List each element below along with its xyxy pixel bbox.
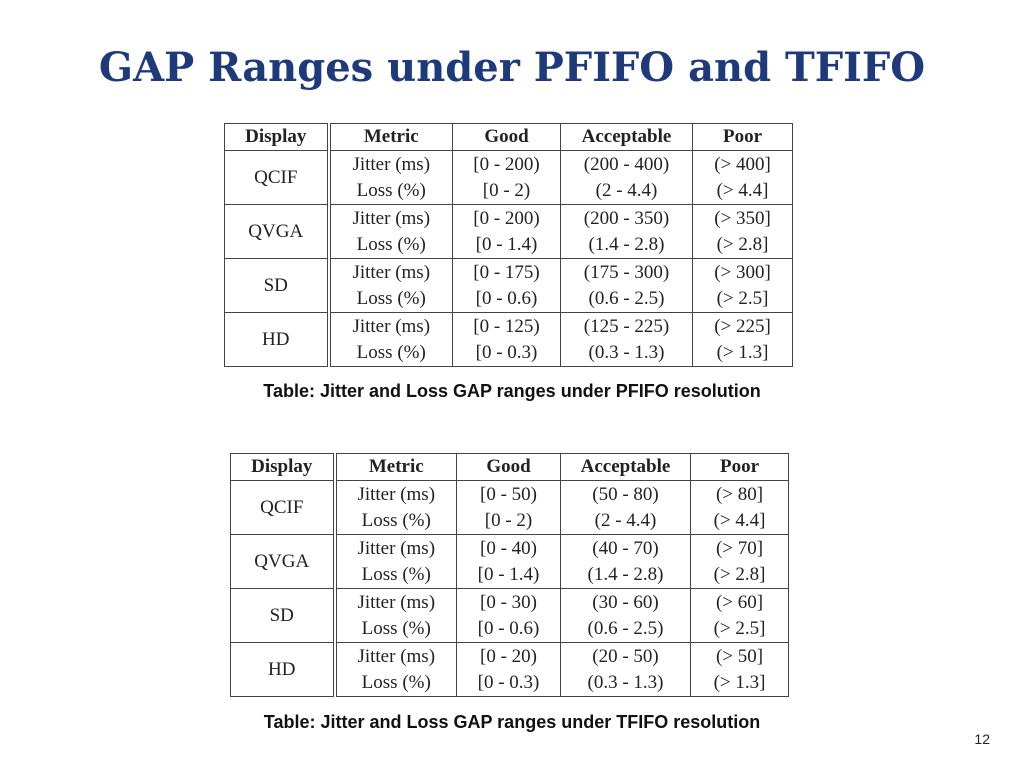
display-header: Display: [225, 124, 329, 151]
loss-value: (0.3 - 1.3): [587, 671, 664, 693]
good-cell: [453, 313, 561, 367]
acceptable-cell: [561, 313, 693, 367]
loss-value: (> 2.8]: [716, 233, 769, 255]
slide-title: GAP Ranges under PFIFO and TFIFO: [98, 44, 926, 91]
jitter-value: (> 300]: [714, 261, 771, 283]
poor-header: Poor: [691, 454, 789, 481]
acceptable-cell: [561, 589, 691, 643]
loss-value: (0.6 - 2.5): [588, 287, 665, 309]
poor-cell: [693, 205, 793, 259]
loss-value: Loss (%): [356, 233, 426, 255]
jitter-value: (> 50]: [715, 645, 764, 667]
jitter-value: (20 - 50): [592, 645, 659, 667]
jitter-value: Jitter (ms): [357, 483, 436, 505]
loss-value: Loss (%): [361, 671, 431, 693]
display-cell: QVGA: [231, 535, 335, 589]
jitter-value: (30 - 60): [592, 591, 659, 613]
good-cell: [457, 535, 561, 589]
loss-value: (> 4.4]: [713, 509, 766, 531]
loss-value: [0 - 0.3): [477, 671, 540, 693]
poor-header: Poor: [693, 124, 793, 151]
acceptable-cell: [561, 151, 693, 205]
loss-value: (> 2.5]: [713, 617, 766, 639]
poor-cell: [691, 589, 789, 643]
pfifo-table-caption: Table: Jitter and Loss GAP ranges under PFIFO resolution: [263, 381, 761, 401]
loss-value: [0 - 0.3): [475, 341, 538, 363]
jitter-value: (40 - 70): [592, 537, 659, 559]
jitter-value: [0 - 30): [480, 591, 537, 613]
jitter-value: (> 225]: [714, 315, 771, 337]
acceptable-cell: [561, 643, 691, 697]
loss-value: (0.6 - 2.5): [587, 617, 664, 639]
loss-value: [0 - 0.6): [475, 287, 538, 309]
jitter-value: (> 80]: [715, 483, 764, 505]
table-row: [225, 205, 793, 259]
acceptable-cell: [561, 481, 691, 535]
table-row: [231, 643, 789, 697]
loss-value: (> 1.3]: [713, 671, 766, 693]
metric-header: Metric: [335, 454, 457, 481]
loss-value: Loss (%): [356, 179, 426, 201]
table-row: [231, 481, 789, 535]
loss-value: [0 - 0.6): [477, 617, 540, 639]
page-number: 12: [974, 731, 990, 747]
metric-cell: [335, 481, 457, 535]
display-cell: HD: [225, 313, 329, 367]
table-header-row: [231, 454, 789, 481]
good-cell: [457, 643, 561, 697]
table-row: [231, 535, 789, 589]
jitter-value: (> 400]: [714, 153, 771, 175]
metric-cell: [335, 643, 457, 697]
display-cell: HD: [231, 643, 335, 697]
poor-cell: [693, 151, 793, 205]
display-cell: SD: [225, 259, 329, 313]
loss-value: [0 - 2): [484, 509, 533, 531]
loss-value: (2 - 4.4): [595, 179, 658, 201]
jitter-value: (> 70]: [715, 537, 764, 559]
loss-value: (0.3 - 1.3): [588, 341, 665, 363]
good-cell: [457, 481, 561, 535]
acceptable-cell: [561, 205, 693, 259]
good-cell: [457, 589, 561, 643]
jitter-value: Jitter (ms): [352, 315, 431, 337]
metric-header: Metric: [329, 124, 453, 151]
loss-value: Loss (%): [356, 341, 426, 363]
pfifo-gap-table: [224, 123, 793, 367]
jitter-value: [0 - 200): [473, 207, 540, 229]
jitter-value: Jitter (ms): [352, 261, 431, 283]
loss-value: Loss (%): [361, 509, 431, 531]
good-header: Good: [457, 454, 561, 481]
good-cell: [453, 151, 561, 205]
table-header-row: [225, 124, 793, 151]
display-header: Display: [231, 454, 335, 481]
poor-cell: [693, 259, 793, 313]
jitter-value: Jitter (ms): [357, 645, 436, 667]
metric-cell: [329, 151, 453, 205]
jitter-value: [0 - 20): [480, 645, 537, 667]
jitter-value: Jitter (ms): [352, 207, 431, 229]
poor-cell: [691, 535, 789, 589]
metric-cell: [335, 589, 457, 643]
acceptable-cell: [561, 535, 691, 589]
loss-value: (1.4 - 2.8): [587, 563, 664, 585]
jitter-value: [0 - 125): [473, 315, 540, 337]
jitter-value: (200 - 400): [583, 153, 670, 175]
acceptable-header: Acceptable: [561, 454, 691, 481]
metric-cell: [335, 535, 457, 589]
display-cell: QVGA: [225, 205, 329, 259]
loss-value: Loss (%): [361, 617, 431, 639]
jitter-value: Jitter (ms): [357, 537, 436, 559]
table-row: [225, 259, 793, 313]
display-cell: QCIF: [231, 481, 335, 535]
jitter-value: (175 - 300): [583, 261, 670, 283]
loss-value: (> 4.4]: [716, 179, 769, 201]
display-cell: SD: [231, 589, 335, 643]
jitter-value: [0 - 175): [473, 261, 540, 283]
good-cell: [453, 205, 561, 259]
poor-cell: [691, 643, 789, 697]
jitter-value: [0 - 40): [480, 537, 537, 559]
jitter-value: (200 - 350): [583, 207, 670, 229]
poor-cell: [693, 313, 793, 367]
display-cell: QCIF: [225, 151, 329, 205]
jitter-value: [0 - 50): [480, 483, 537, 505]
loss-value: (> 2.5]: [716, 287, 769, 309]
jitter-value: (125 - 225): [583, 315, 670, 337]
metric-cell: [329, 205, 453, 259]
jitter-value: (50 - 80): [592, 483, 659, 505]
jitter-value: (> 350]: [714, 207, 771, 229]
loss-value: Loss (%): [361, 563, 431, 585]
metric-cell: [329, 259, 453, 313]
loss-value: Loss (%): [356, 287, 426, 309]
acceptable-cell: [561, 259, 693, 313]
loss-value: [0 - 2): [482, 179, 531, 201]
table-row: [225, 313, 793, 367]
jitter-value: (> 60]: [715, 591, 764, 613]
metric-cell: [329, 313, 453, 367]
loss-value: (> 2.8]: [713, 563, 766, 585]
jitter-value: Jitter (ms): [352, 153, 431, 175]
loss-value: [0 - 1.4): [475, 233, 538, 255]
tfifo-gap-table: [230, 453, 789, 697]
table-row: [225, 151, 793, 205]
loss-value: (> 1.3]: [716, 341, 769, 363]
table-row: [231, 589, 789, 643]
jitter-value: Jitter (ms): [357, 591, 436, 613]
loss-value: (2 - 4.4): [594, 509, 657, 531]
loss-value: (1.4 - 2.8): [588, 233, 665, 255]
good-header: Good: [453, 124, 561, 151]
poor-cell: [691, 481, 789, 535]
tfifo-table-caption: Table: Jitter and Loss GAP ranges under TFIFO resolution: [263, 712, 761, 732]
loss-value: [0 - 1.4): [477, 563, 540, 585]
jitter-value: [0 - 200): [473, 153, 540, 175]
acceptable-header: Acceptable: [561, 124, 693, 151]
good-cell: [453, 259, 561, 313]
